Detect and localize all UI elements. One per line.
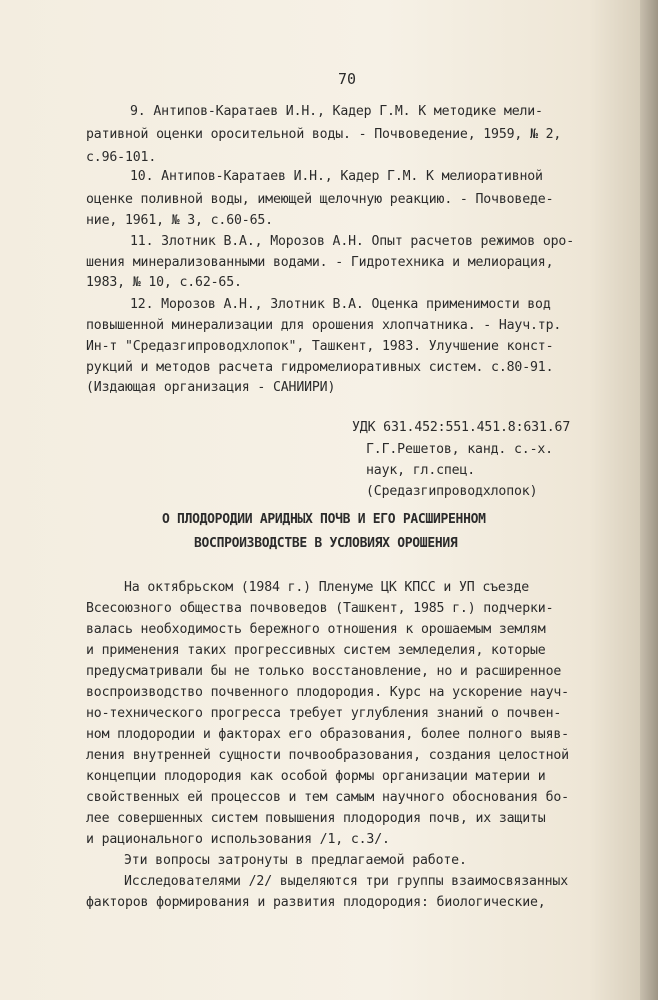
ref-11-line-1: 11. Злотник В.А., Морозов А.Н. Опыт расчетов режимов оро- [130, 234, 575, 249]
body-line: валась необходимость бережного отношения к орошаемым землям [86, 622, 546, 637]
author-line-2: наук, гл.спец. [366, 463, 476, 478]
ref-9-line-2: ративной оценки оросительной воды. - Почвоведение, 1959, № 2, [86, 127, 562, 142]
ref-10-line-2: оценке поливной воды, имеющей щелочную реакцию. - Почвоведе- [86, 192, 554, 207]
ref-10-line-3: ние, 1961, № 3, с.60-65. [86, 213, 273, 228]
body-line: но-технического прогресса требует углубления знаний о почвен- [86, 706, 562, 721]
body-line: Всесоюзного общества почвоведов (Ташкент, 1985 г.) подчерки- [86, 601, 554, 616]
page-number: 70 [338, 70, 357, 88]
body-line: Исследователями /2/ выделяются три группы взаимосвязанных [124, 874, 569, 889]
body-line: и применения таких прогрессивных систем земледелия, которые [86, 643, 546, 658]
udk-code: УДК 631.452:551.451.8:631.67 [352, 420, 571, 435]
author-line-3: (Средазгипроводхлопок) [366, 484, 538, 499]
article-title-line-1: О ПЛОДОРОДИИ АРИДНЫХ ПОЧВ И ЕГО РАСШИРЕННОМ [162, 512, 486, 527]
ref-9-line-1: 9. Антипов-Каратаев И.Н., Кадер Г.М. К методике мели- [130, 104, 543, 119]
body-line: На октябрьском (1984 г.) Пленуме ЦК КПСС и УП съезде [124, 580, 530, 595]
book-spine-shadow [640, 0, 658, 1000]
body-line: ном плодородии и факторах его образования, более полного выяв- [86, 727, 569, 742]
body-line: свойственных ей процессов и тем самым научного обоснования бо- [86, 790, 569, 805]
ref-12-line-4: рукций и методов расчета гидромелиоративных систем. с.80-91. [86, 360, 554, 375]
article-title-line-2: ВОСПРОИЗВОДСТВЕ В УСЛОВИЯХ ОРОШЕНИЯ [194, 536, 458, 551]
body-line: предусматривали бы не только восстановление, но и расширенное [86, 664, 562, 679]
ref-12-line-3: Ин-т "Средазгипроводхлопок", Ташкент, 1983. Улучшение конст- [86, 339, 554, 354]
body-line: Эти вопросы затронуты в предлагаемой работе. [124, 853, 467, 868]
ref-12-line-1: 12. Морозов А.Н., Злотник В.А. Оценка применимости вод [130, 297, 551, 312]
body-line: концепции плодородия как особой формы организации материи и [86, 769, 546, 784]
ref-12-line-5: (Издающая организация - САНИИРИ) [86, 380, 336, 395]
body-line: лее совершенных систем повышения плодородия почв, их защиты [86, 811, 546, 826]
ref-12-line-2: повышенной минерализации для орошения хлопчатника. - Науч.тр. [86, 318, 562, 333]
author-line-1: Г.Г.Решетов, канд. с.-х. [366, 442, 553, 457]
body-line: ления внутренней сущности почвообразования, создания целостной [86, 748, 569, 763]
body-line: воспроизводство почвенного плодородия. Курс на ускорение науч- [86, 685, 569, 700]
body-line: факторов формирования и развития плодородия: биологические, [86, 895, 546, 910]
body-line: и рационального использования /1, с.3/. [86, 832, 390, 847]
ref-10-line-1: 10. Антипов-Каратаев И.Н., Кадер Г.М. К мелиоративной [130, 169, 543, 184]
ref-11-line-3: 1983, № 10, с.62-65. [86, 275, 242, 290]
ref-9-line-3: с.96-101. [86, 150, 157, 165]
ref-11-line-2: шения минерализованными водами. - Гидротехника и мелиорация, [86, 255, 554, 270]
